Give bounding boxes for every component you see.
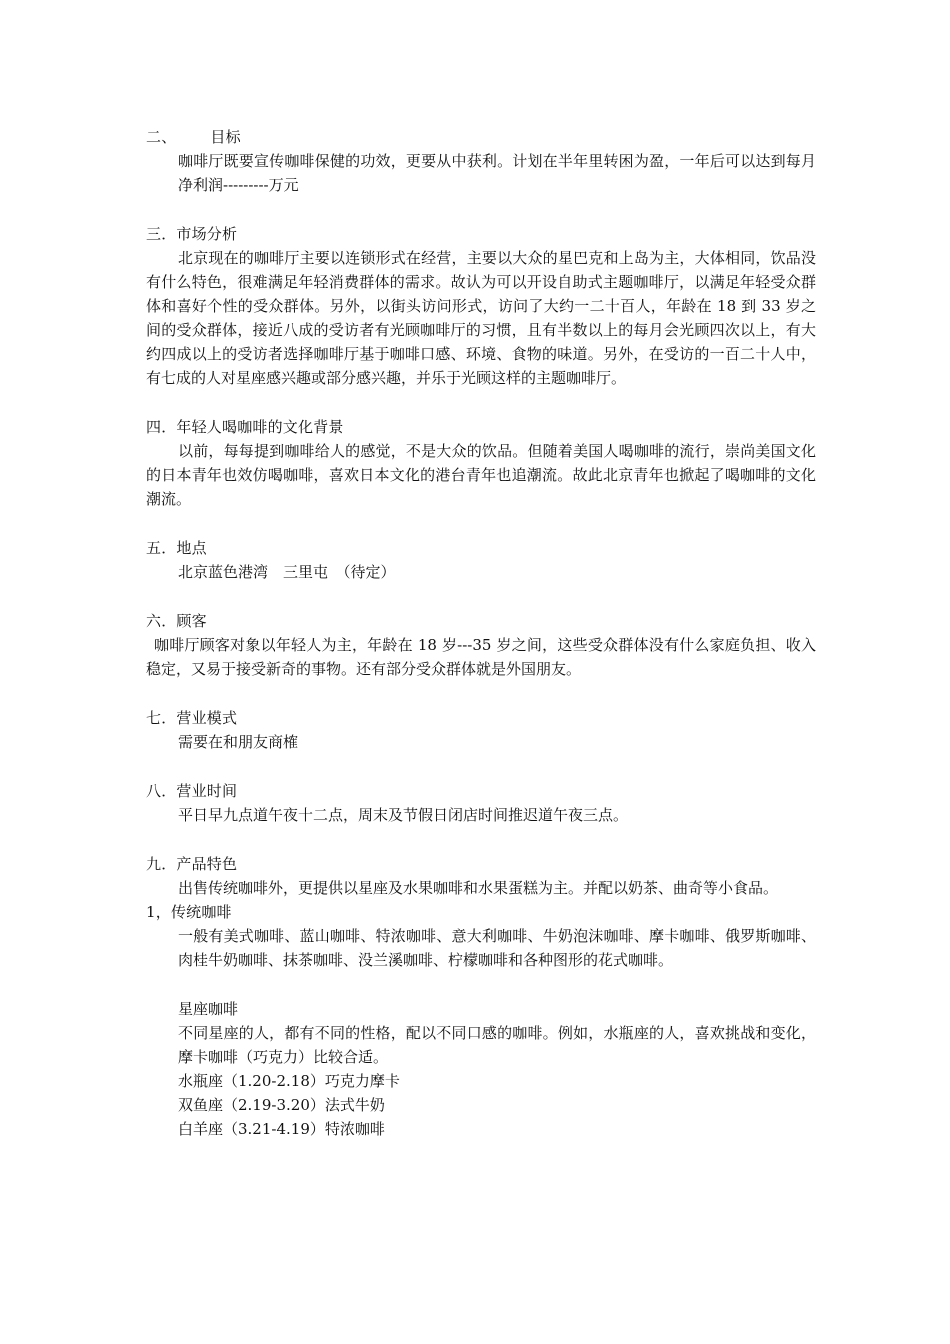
section-paragraph-customers: 咖啡厅顾客对象以年轻人为主，年龄在 18 岁---35 岁之间，这些受众群体没有什么家庭负担、收入稳定，又易于接受新奇的事物。还有部分受众群体就是外国朋友。 [146,636,816,678]
subsection-heading-zodiac: 星座咖啡 [178,1000,239,1018]
section-paragraph-products: 出售传统咖啡外，更提供以星座及水果咖啡和水果蛋糕为主。并配以奶茶、曲奇等小食品。 [178,879,779,897]
section-paragraph-goal: 咖啡厅既要宣传咖啡保健的功效，更要从中获利。计划在半年里转困为盈，一年后可以达到每月净利润---------万元 [178,152,816,194]
section-heading-products: 九．产品特色 [146,855,238,873]
zodiac-list-item: 水瓶座（1.20-2.18）巧克力摩卡 [178,1072,400,1090]
document-body [146,125,816,1141]
section-paragraph-hours: 平日早九点道午夜十二点，周末及节假日闭店时间推迟道午夜三点。 [178,806,629,824]
section-title: 目标 [210,128,241,146]
section-heading-market: 三．市场分析 [146,225,238,243]
subsection-heading-traditional: 1，传统咖啡 [146,903,232,921]
zodiac-list-item: 双鱼座（2.19-3.20）法式牛奶 [178,1096,385,1114]
section-heading-location: 五．地点 [146,539,207,557]
section-heading-goal [146,125,816,149]
subsection-paragraph-traditional: 一般有美式咖啡、蓝山咖啡、特浓咖啡、意大利咖啡、牛奶泡沫咖啡、摩卡咖啡、俄罗斯咖啡、肉桂牛奶咖啡、抹茶咖啡、没兰溪咖啡、柠檬咖啡和各种图形的花式咖啡。 [178,927,816,969]
subsection-paragraph-zodiac: 不同星座的人，都有不同的性格，配以不同口感的咖啡。例如，水瓶座的人，喜欢挑战和变化，摩卡咖啡（巧克力）比较合适。 [178,1024,816,1066]
section-paragraph-culture: 以前，每每提到咖啡给人的感觉，不是大众的饮品。但随着美国人喝咖啡的流行，崇尚美国文化的日本青年也效仿喝咖啡，喜欢日本文化的港台青年也追潮流。故此北京青年也掀起了喝咖啡的文化潮流。 [146,442,816,508]
section-heading-hours: 八．营业时间 [146,782,238,800]
section-heading-business-mode: 七．营业模式 [146,709,238,727]
section-heading-culture: 四．年轻人喝咖啡的文化背景 [146,418,344,436]
section-paragraph-market: 北京现在的咖啡厅主要以连锁形式在经营，主要以大众的星巴克和上岛为主，大体相同，饮品没有什么特色，很难满足年轻消费群体的需求。故认为可以开设自助式主题咖啡厅，以满足年轻受众群体和喜好个性的受众群体。另外，以街头访问形式，访问了大约一二十百人，年龄在 18 到 33 岁之间的受众群体，接近八成的受访者有光顾咖啡厅的习惯，且有半数以上的每月会光顾四次以上，有大约四成以上的受访者选择咖啡厅基于咖啡口感、环境、食物的味道。另外，在受访的一百二十人中，有七成的人对星座感兴趣或部分感兴趣，并乐于光顾这样的主题咖啡厅。 [146,249,816,387]
section-heading-customers: 六．顾客 [146,612,207,630]
section-paragraph-location: 北京蓝色港湾 三里屯 （待定） [178,563,396,581]
section-paragraph-business-mode: 需要在和朋友商榷 [178,733,299,751]
zodiac-list-item: 白羊座（3.21-4.19）特浓咖啡 [178,1120,385,1138]
section-number: 二、 [146,128,177,146]
